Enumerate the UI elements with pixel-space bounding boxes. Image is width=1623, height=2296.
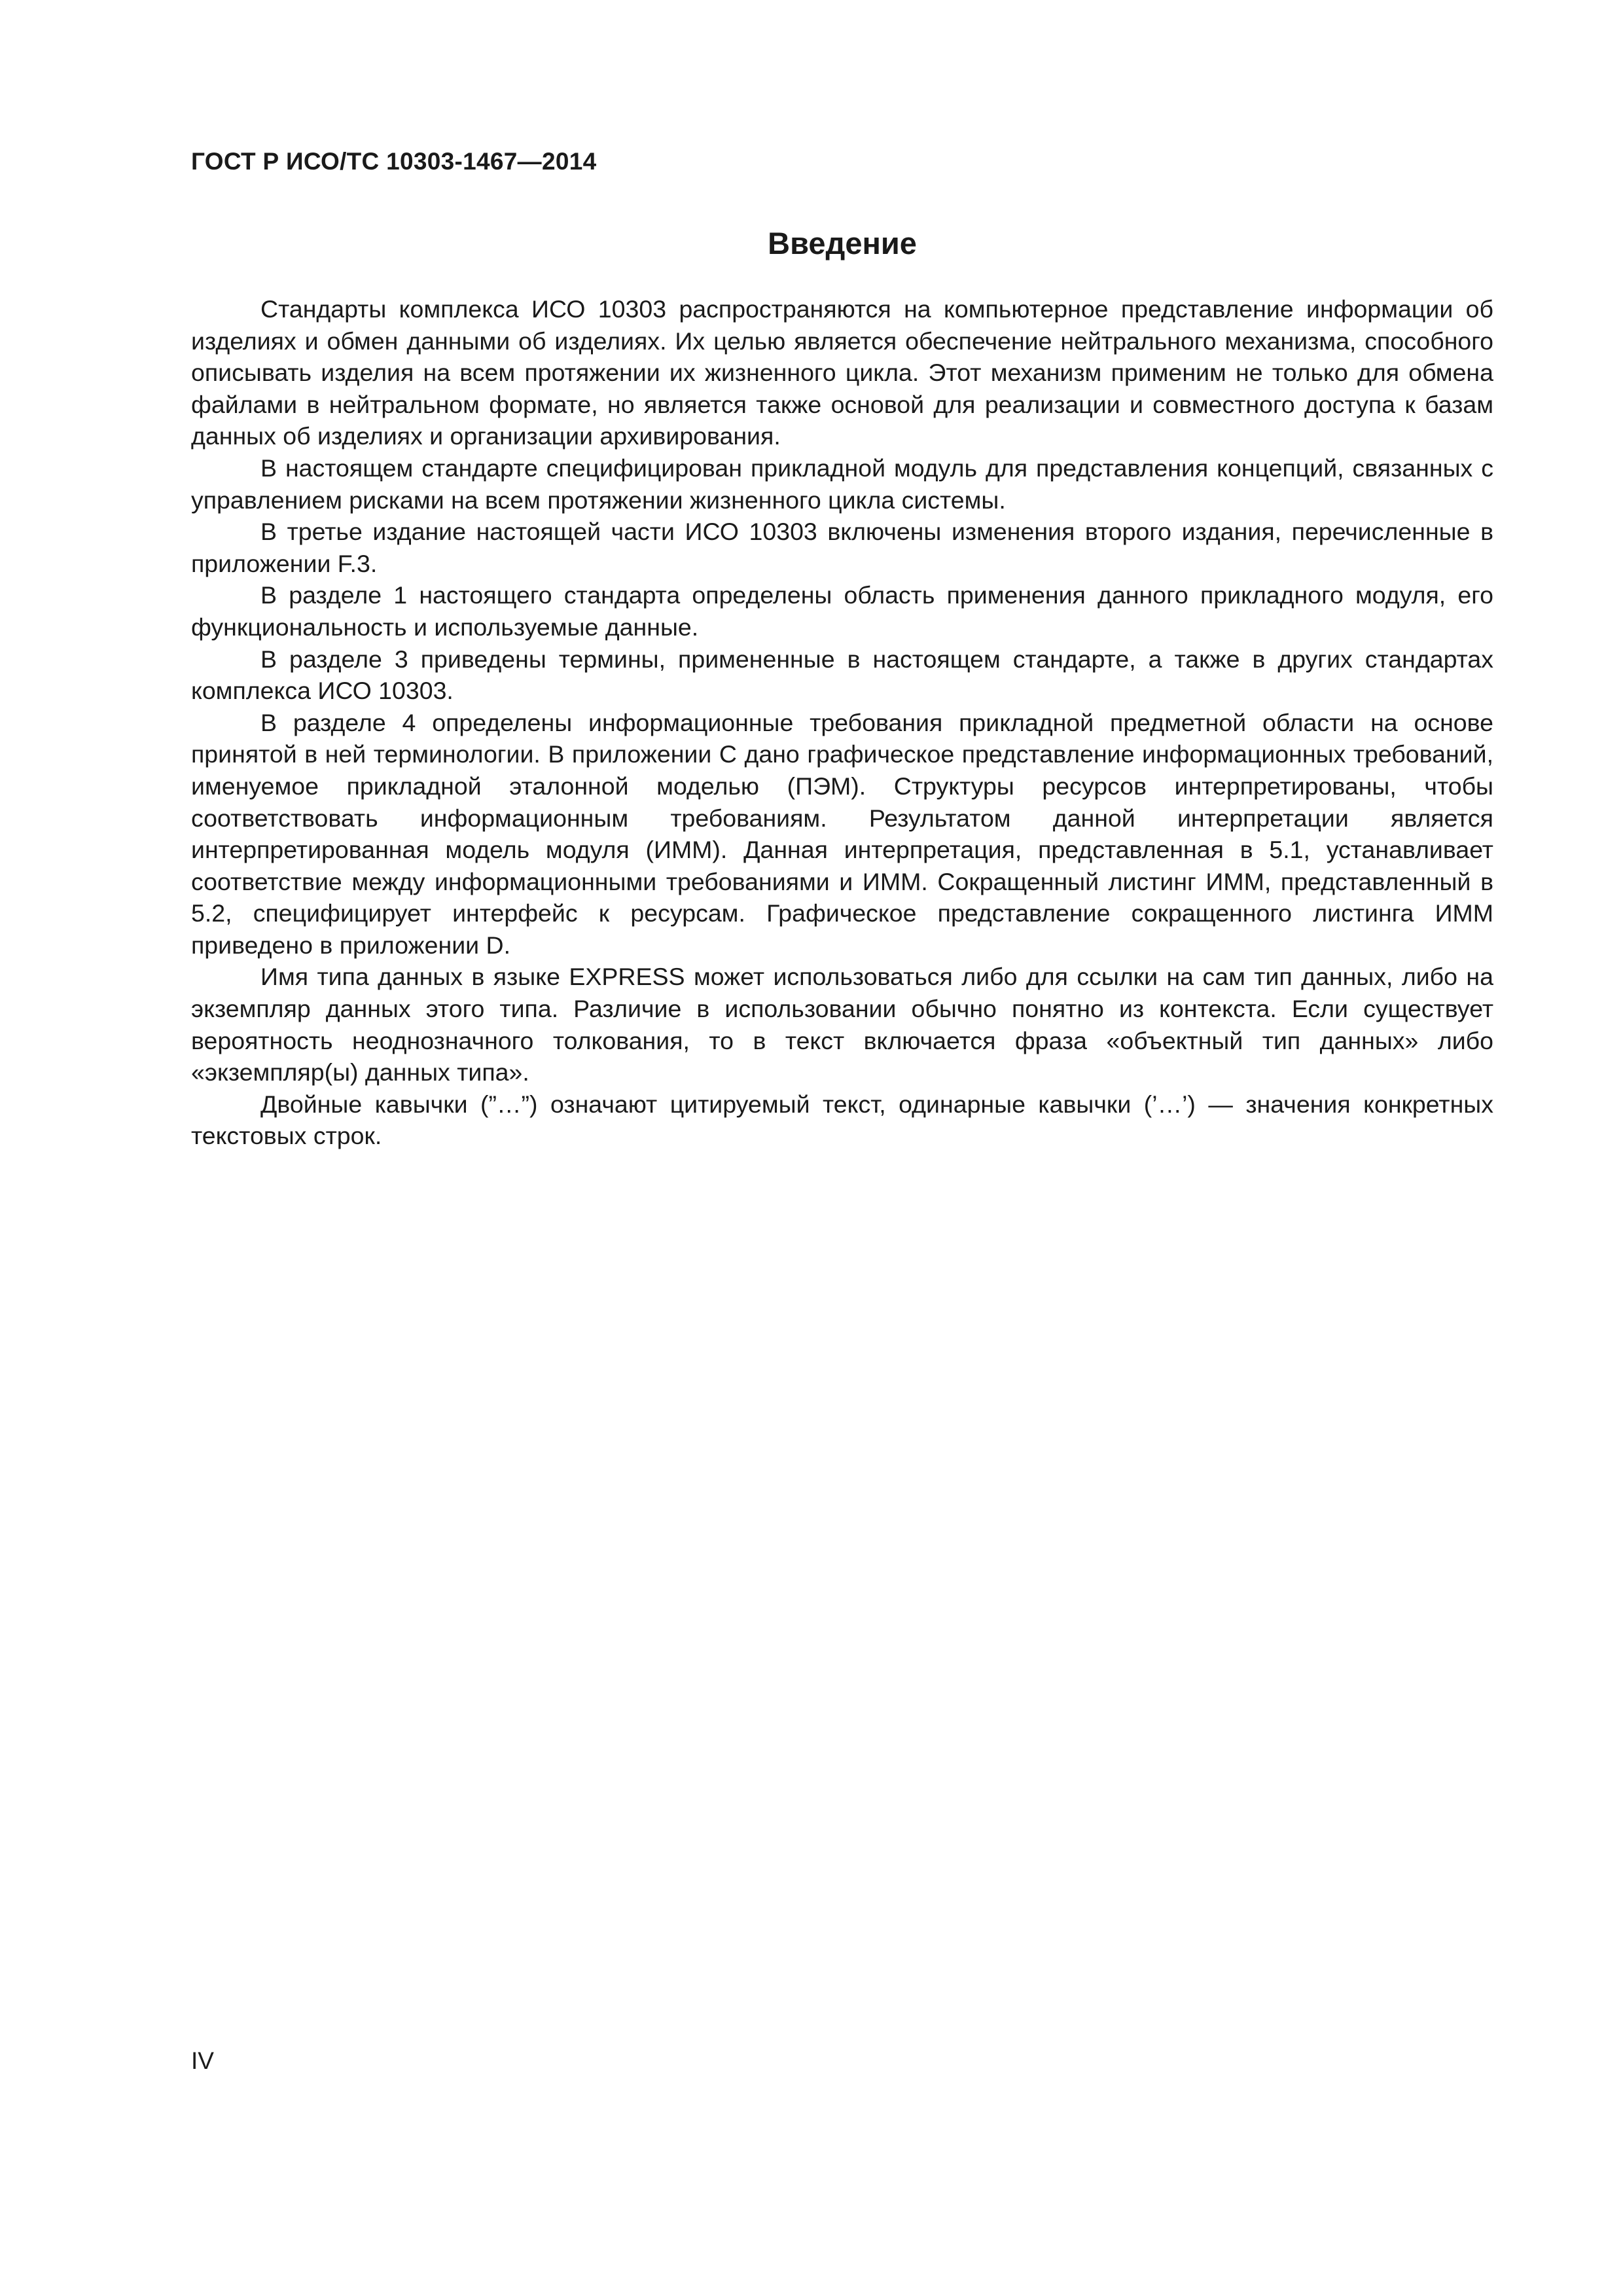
document-code: ГОСТ Р ИСО/ТС 10303-1467—2014 [191, 148, 597, 175]
paragraph: Стандарты комплекса ИСО 10303 распространяются на компьютерное представление информации об изделиях и обмен данными об изделиях. Их целью является обеспечение нейтрального механизма, способного описывать изделия на всем протяжении их жизненного цикла. Этот механизм применим не только для обмена файлами в нейтральном формате, но является также основой для реализации и совместного доступа к базам данных об изделиях и организации архивирования. [191, 295, 1493, 450]
paragraph: В третье издание настоящей части ИСО 10303 включены изменения второго издания, перечисленные в приложении F.3. [191, 518, 1493, 577]
paragraph: Двойные кавычки (”…”) означают цитируемый текст, одинарные кавычки (’…’) — значения конкретных текстовых строк. [191, 1090, 1493, 1150]
page-number: IV [191, 2047, 214, 2074]
paragraph: В разделе 1 настоящего стандарта определены область применения данного прикладного модуля, его функциональность и используемые данные. [191, 581, 1493, 641]
paragraph: В разделе 4 определены информационные требования прикладной предметной области на основе принятой в ней терминологии. В приложении С дано графическое представление информационных требований, именуемое прикладной эталонной моделью (ПЭМ). Структуры ресурсов интерпретированы, чтобы соответствовать информационным требованиям. Результатом данной интерпретации является интерпретированная модель модуля (ИММ). Данная интерпретация, представленная в 5.1, устанавливает соответствие между информационными требованиями и ИММ. Сокращенный листинг ИММ, представленный в 5.2, специфицирует интерфейс к ресурсам. Графическое представление сокращенного листинга ИММ приведено в приложении D. [191, 708, 1493, 959]
paragraph: В настоящем стандарте специфицирован прикладной модуль для представления концепций, связанных с управлением рисками на всем протяжении жизненного цикла системы. [191, 454, 1493, 514]
document-body [191, 293, 1493, 1152]
paragraph: В разделе 3 приведены термины, примененные в настоящем стандарте, а также в других стандартах комплекса ИСО 10303. [191, 645, 1493, 705]
paragraph: Имя типа данных в языке EXPRESS может использоваться либо для ссылки на сам тип данных, либо на экземпляр данных этого типа. Различие в использовании обычно понятно из контекста. Если существует вероятность неоднозначного толкования, то в текст включается фраза «объектный тип данных» либо «экземпляр(ы) данных типа». [191, 963, 1493, 1086]
section-title: Введение [768, 226, 917, 260]
